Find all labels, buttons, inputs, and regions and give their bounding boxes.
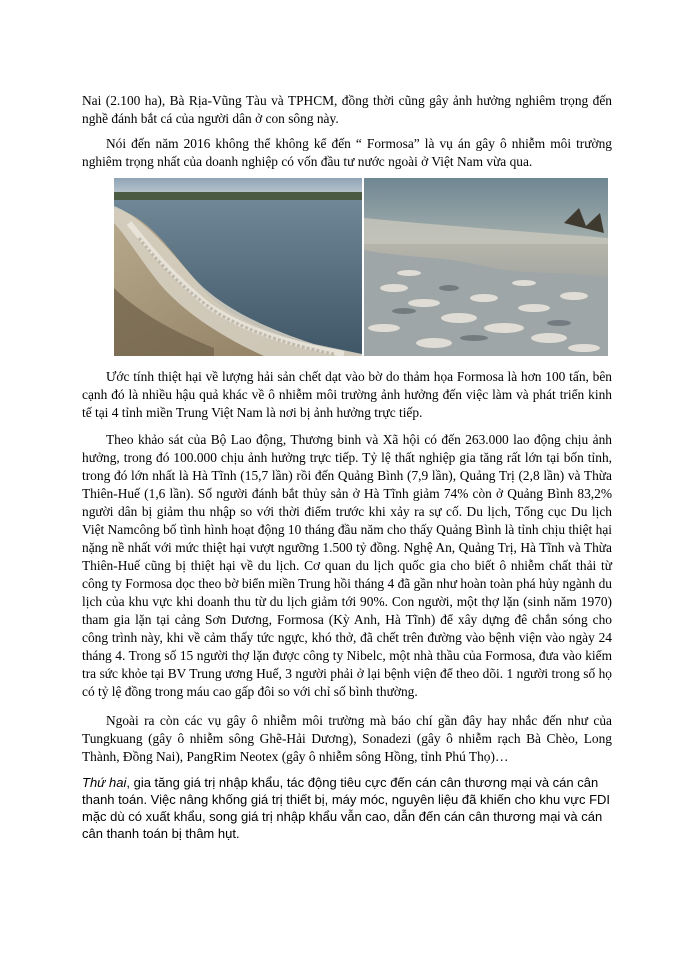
photo-dead-fish-beach-image (364, 178, 608, 356)
paragraph-intro: Nai (2.100 ha), Bà Rịa-Vũng Tàu và TPHCM, đồng thời cũng gây ảnh hưởng nghiêm trọng đến nghề đánh bắt cá của người dân ở con sông này. (82, 93, 612, 126)
paragraph-other-cases: Ngoài ra còn các vụ gây ô nhiễm môi trường mà báo chí gần đây hay nhắc đến như của Tungkuang (gây ô nhiễm sông Ghẽ-Hải Dương), Sonadezi (gây ô nhiễm rạch Bà Chèo, Long Thành, Đồng Nai), PangRim Neotex (gây ô nhiễm sông Hồng, tỉnh Phú Thọ)… (82, 713, 612, 764)
photo-dead-fish-riverbank-image (114, 178, 362, 356)
photo-strip (114, 178, 608, 356)
paragraph-second-point (82, 774, 612, 842)
photo-dead-fish-riverbank (114, 178, 362, 356)
paragraph-formosa: Nói đến năm 2016 không thể không kể đến “ Formosa” là vụ án gây ô nhiễm môi trường nghiêm trọng nhất của doanh nghiệp có vốn đầu tư nước ngoài ở Việt Nam vừa qua. (82, 136, 612, 169)
photo-dead-fish-beach (364, 178, 608, 356)
second-point-label: Thứ hai (82, 775, 127, 790)
second-point-text: , gia tăng giá trị nhập khẩu, tác động tiêu cực đến cán cân thương mại và cán cân thanh toán. Việc nâng khống giá trị thiết bị, máy móc, nguyên liệu đã khiến cho khu vực FDI mặc dù có xuất khẩu, song giá trị nhập khẩu vẫn cao, dẫn đến cán cân thương mại và cán cân thanh toán bị thâm hụt. (82, 775, 611, 841)
paragraph-damage: Ước tính thiệt hại về lượng hải sản chết dạt vào bờ do thảm họa Formosa là hơn 100 tấn, bên cạnh đó là nhiều hậu quả khác về ô nhiễm môi trường ảnh hưởng đến việc làm và phát triển kinh tế tại 4 tỉnh miền Trung Việt Nam là nơi bị ảnh hưởng trực tiếp. (82, 369, 612, 420)
paragraph-survey: Theo khảo sát của Bộ Lao động, Thương binh và Xã hội có đến 263.000 lao động chịu ảnh hưởng, trong đó 100.000 chịu ảnh hưởng trực tiếp. Tỷ lệ thất nghiệp gia tăng rất lớn tại bốn tỉnh, trong đó lớn nhất là Hà Tĩnh (15,7 lần) rồi đến Quảng Bình (7,9 lần), Quảng Trị (2,8 lần) và Thừa Thiên-Huế (1,6 lần). Số người đánh bắt thủy sản ở Hà Tĩnh giảm 74% còn ở Quảng Bình 83,2% người dân bị giảm thu nhập so với thời điểm trước khi xảy ra sự cố. Du lịch, Tổng cục Du lịch Việt Namcông bố tình hình hoạt động 10 tháng đầu năm cho thấy Quảng Bình là tỉnh chịu thiệt hại nặng nề nhất với mức thiệt hại vượt ngưỡng 1.500 tỷ đồng. Nghệ An, Quảng Trị, Hà Tĩnh và Thừa Thiên-Huế cũng bị thiệt hại về du lịch. Cơ quan du lịch quốc gia cho biết ô nhiễm chất thải từ công ty Formosa dọc theo bờ biển miền Trung hồi tháng 4 đã gần như hoàn toàn phá hủy ngành du lịch của khu vực khi doanh thu từ du lịch giảm tới 90%. Con người, một thợ lặn (sinh năm 1970) tham gia lặn tại cảng Sơn Dương, Formosa (Kỳ Anh, Hà Tĩnh) để xây dựng đê chắn sóng cho công trình này, khi về cảm thấy tức ngực, khó thở, đã chết trên đường vào bệnh viện vào ngày 24 tháng 4. Trong số 15 người thợ lặn được công ty Nibelc, một nhà thầu của Formosa, đưa vào kiểm tra sức khỏe tại BV Trung ương Huế, 3 người phải ở lại bệnh viện để theo dõi. 1 người trong số họ có tỷ lệ đồng trong máu cao gấp đôi so với chỉ số bình thường. (82, 432, 612, 699)
